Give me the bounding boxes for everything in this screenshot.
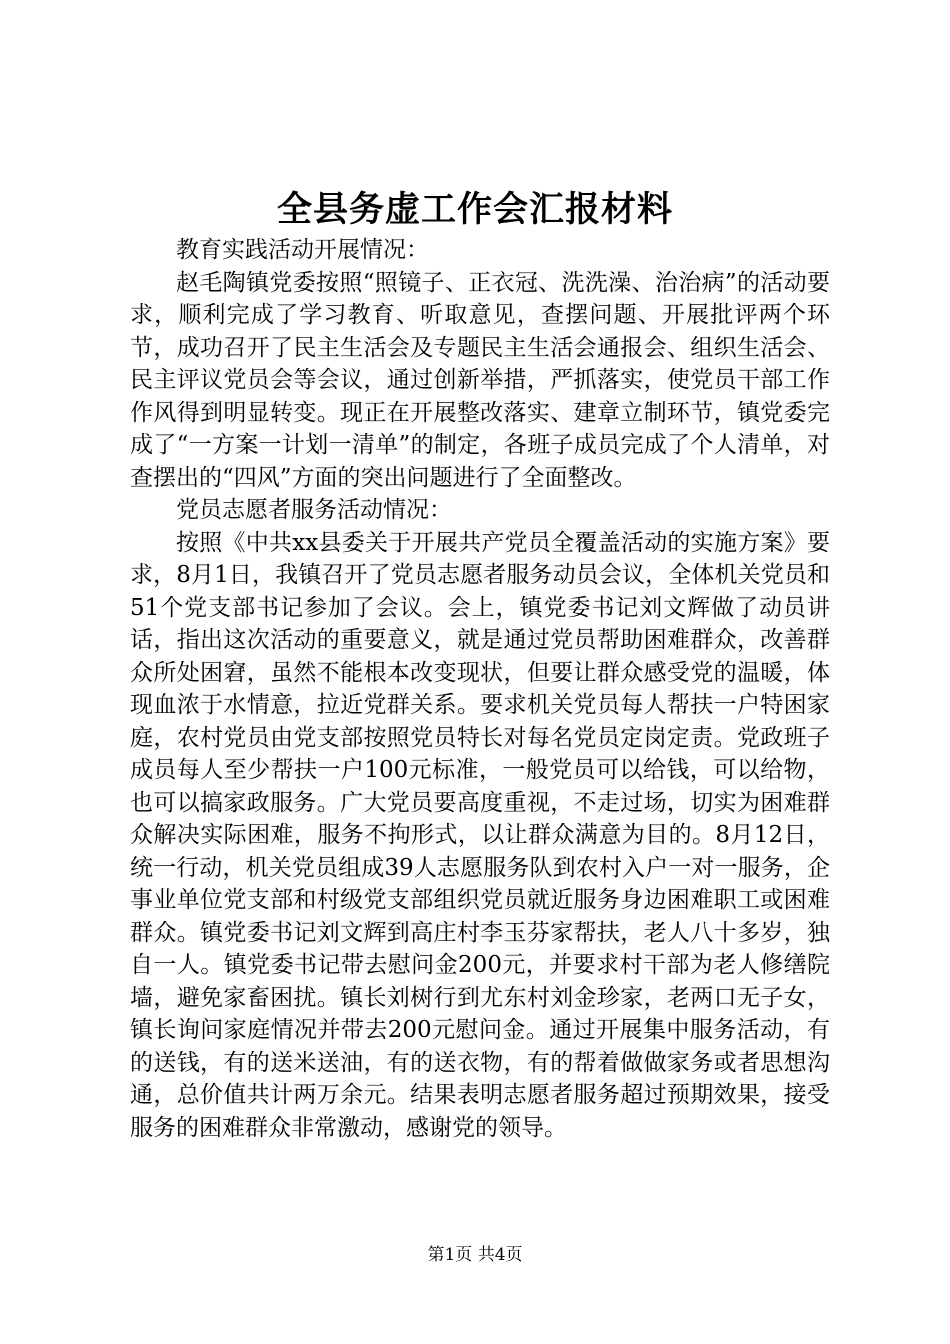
section-heading-education-practice: 教育实践活动开展情况： <box>176 237 429 263</box>
page-number-footer: 第1页 共4页 <box>427 1245 523 1265</box>
paragraph-volunteer-service: 按照《中共xx县委关于开展共产党员全覆盖活动的实施方案》要求，8月1日，我镇召开了党员志愿者服务动员会议，全体机关党员和51个党支部书记参加了会议。会上，镇党委书记刘文辉做了动员讲话，指出这次活动的重要意义，就是通过党员帮助困难群众，改善群众所处困窘，虽然不能根本改变现状，但要让群众感受党的温暖，体现血浓于水情意，拉近党群关系。要求机关党员每人帮扶一户特困家庭，农村党员由党支部按照党员特长对每名党员定岗定责。党政班子成员每人至少帮扶一户100元标准，一般党员可以给钱，可以给物，也可以搞家政服务。广大党员要高度重视，不走过场，切实为困难群众解决实际困难，服务不拘形式，以让群众满意为目的。8月12日，统一行动，机关党员组成39人志愿服务队到农村入户一对一服务，企事业单位党支部和村级党支部组织党员就近服务身边困难职工或困难群众。镇党委书记刘文辉到高庄村李玉芬家帮扶，老人八十多岁，独自一人。镇党委书记带去慰问金200元，并要求村干部为老人修缮院墙，避免家畜困扰。镇长刘树行到尤东村刘金珍家，老两口无子女，镇长询问家庭情况并带去200元慰问金。通过开展集中服务活动，有的送钱，有的送米送油，有的送衣物，有的帮着做做家务或者思想沟通，总价值共计两万余元。结果表明志愿者服务超过预期效果，接受服务的困难群众非常激动，感谢党的领导。 <box>130 529 830 1141</box>
paragraph-education-practice: 赵毛陶镇党委按照“照镜子、正衣冠、洗洗澡、治治病”的活动要求，顺利完成了学习教育、听取意见，查摆问题、开展批评两个环节，成功召开了民主生活会及专题民主生活会通报会、组织生活会、民主评议党员会等会议，通过创新举措，严抓落实，使党员干部工作作风得到明显转变。现正在开展整改落实、建章立制环节，镇党委完成了“一方案一计划一清单”的制定，各班子成员完成了个人清单，对查摆出的“四风”方面的突出问题进行了全面整改。 <box>130 269 830 491</box>
page-title: 全县务虚工作会汇报材料 <box>276 189 673 230</box>
document-body <box>130 234 830 1144</box>
section-heading-volunteer-service: 党员志愿者服务活动情况： <box>176 497 452 523</box>
